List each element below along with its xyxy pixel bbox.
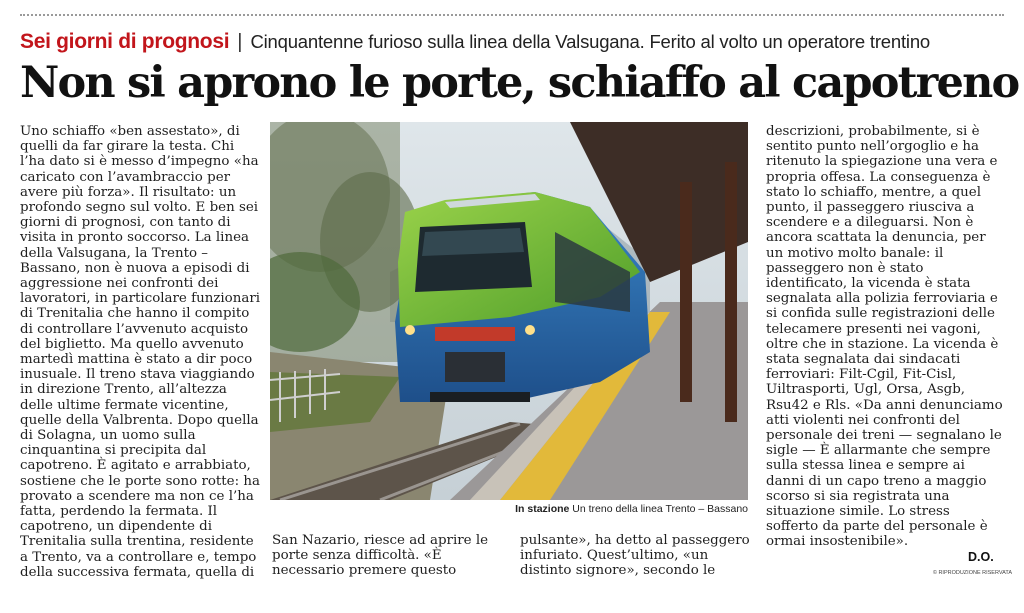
author-signature: D.O.	[968, 550, 994, 564]
top-dotted-rule	[20, 14, 1004, 16]
photo-caption	[476, 503, 748, 515]
train-illustration	[270, 122, 748, 500]
article-text-col2: San Nazario, riesce ad aprire le porte senza difficoltà. «È necessario premere questo	[272, 533, 489, 579]
article-text-col4: descrizioni, probabilmente, si è sentito punto nell’orgoglio e ha ritenuto la spiegazione una vera e propria offesa. La conseguenza è stato lo schiaffo, mentre, a quel punto, il passeggero riusciva a scendere e a dileguarsi. Non è ancora scattata la denuncia, per un motivo molto banale: il passeggero non è stato identificato, la vicenda è stata segnalata alla polizia ferroviaria e si confida sulle registrazioni delle telecamere presenti nei vagoni, oltre che in stazione. La vicenda è stata segnalata dai sindacati ferroviari: Filt-Cgil, Fit-Cisl, Uiltrasporti, Ugl, Orsa, Asgb, Rsu42 e Rls. «Da anni denunciamo atti violenti nei confronti del personale dei treni — segnalano le sigle — È allarmante che sempre sulla stessa linea e sempre ai danni di un capo treno a maggio scorso si sia registrata una situazione simile. Lo stress sofferto da parte del personale è ormai insostenibile».	[766, 124, 1003, 550]
article-text-col1: Uno schiaffo «ben assestato», di quelli da far girare la testa. Chi l’ha dato si è messo d’impegno «ha caricato con l’avambraccio per avere più forza». Il risultato: un profondo segno sul volto. E ben sei giorni di prognosi, con tanto di visita in pronto soccorso. La linea della Valsugana, la Trento – Bassano, non è nuova a episodi di aggressione nei confronti dei lavoratori, in particolare funzionari di Trenitalia che hanno il compito di controllare l’avvenuto acquisto del biglietto. Ma quello avvenuto martedì mattina è stato a dir poco inusuale. Il treno stava viaggiando in direzione Trento, all’altezza delle ultime fermate vicentine, quelle della Valbrenta. Dopo quella di Solagna, un uomo sulla cinquantina si precipita dal capotreno. È agitato e arrabbiato, sostiene che le porte sono rotte: ha provato a scendere ma non ce l’ha fatta, perdendo la fermata. Il capotreno, un dipendente di Trenitalia sulla trentina, residente a Trento, va a controllare e, tempo della successiva fermata, quella di	[20, 124, 261, 580]
kicker-separator: |	[237, 31, 243, 53]
article-column-4	[766, 124, 1006, 550]
kicker-row	[20, 30, 1010, 56]
caption-text: Un treno della linea Trento – Bassano	[572, 503, 748, 515]
article-column-1	[20, 124, 260, 580]
rights-notice: © RIPRODUZIONE RISERVATA	[932, 570, 1012, 576]
article-text-col3: pulsante», ha detto al passeggero infuriato. Quest’ultimo, «un distinto signore», secondo le	[520, 533, 750, 579]
article-column-2	[272, 533, 502, 579]
caption-label: In stazione	[515, 503, 570, 515]
article-column-3	[520, 533, 750, 579]
subheadline: Cinquantenne furioso sulla linea della Valsugana. Ferito al volto un operatore trentino	[250, 31, 930, 52]
article-photo	[270, 122, 748, 500]
headline: Non si aprono le porte, schiaffo al capotreno	[20, 58, 1019, 108]
kicker-label: Sei giorni di prognosi	[20, 30, 230, 53]
